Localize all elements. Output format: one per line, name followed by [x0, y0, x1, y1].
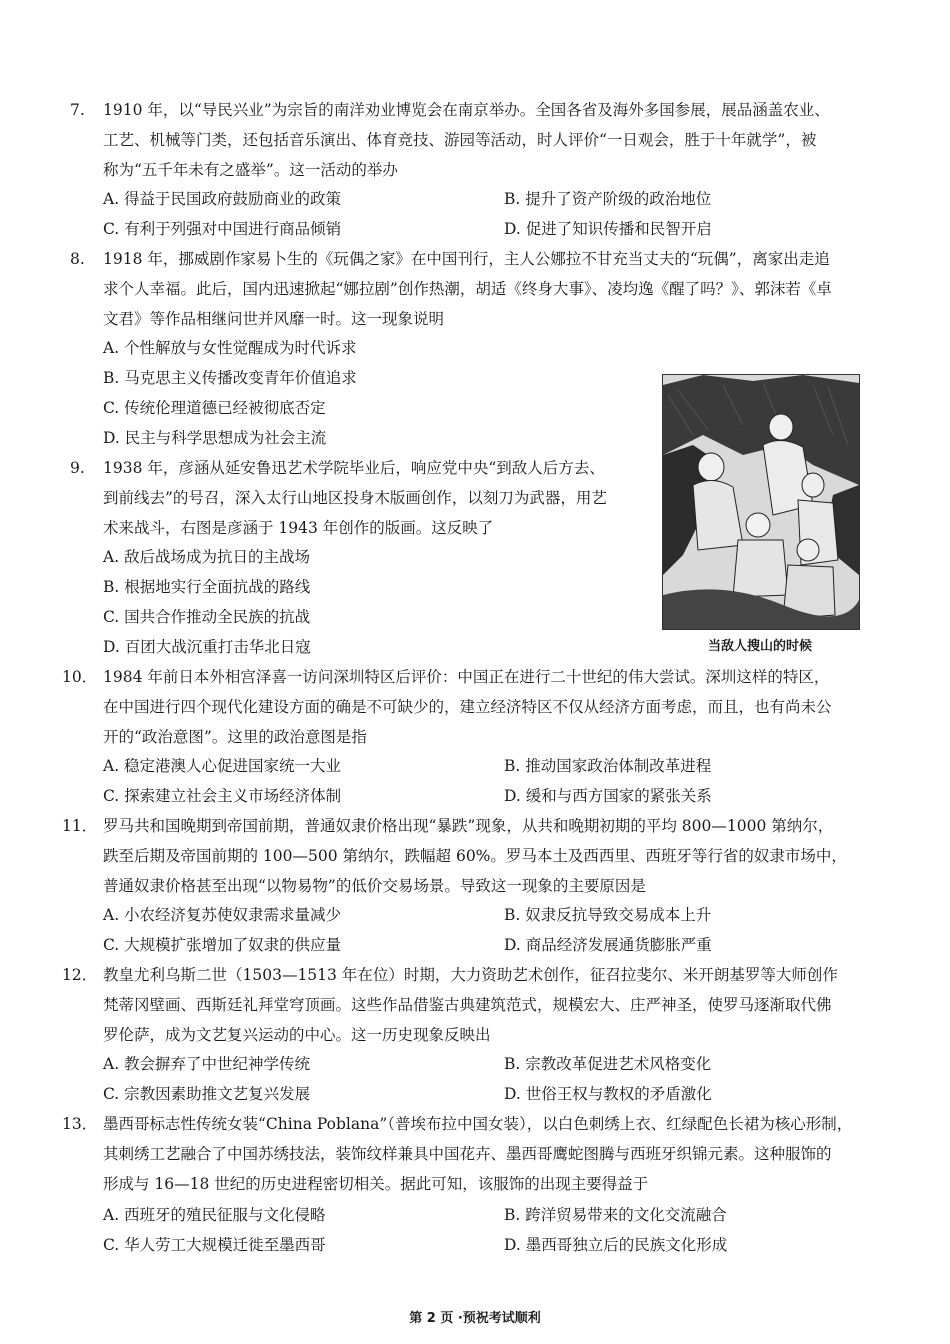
question-9-option-d: D. 百团大战沉重打击华北日寇	[103, 638, 311, 656]
question-9-option-a: A. 敌后战场成为抗日的主战场	[103, 548, 311, 566]
question-10-stem-line-2: 在中国进行四个现代化建设方面的确是不可缺少的，建立经济特区不仅从经济方面考虑，而且，也有尚未公	[103, 698, 832, 716]
question-7-option-c: C. 有利于列强对中国进行商品倾销	[103, 220, 342, 238]
question-7-option-a: A. 得益于民国政府鼓励商业的政策	[103, 190, 342, 208]
question-8-number: 8.	[70, 250, 85, 268]
question-11-option-d: D. 商品经济发展通货膨胀严重	[504, 936, 712, 954]
question-8-option-c: C. 传统伦理道德已经被彻底否定	[103, 399, 326, 417]
question-13-number: 13．	[62, 1115, 98, 1133]
question-13-option-d: D. 墨西哥独立后的民族文化形成	[504, 1236, 728, 1254]
question-10-option-b: B. 推动国家政治体制改革进程	[504, 757, 712, 775]
question-13-option-b: B. 跨洋贸易带来的文化交流融合	[504, 1206, 727, 1224]
question-11-option-a: A. 小农经济复苏使奴隶需求量减少	[103, 906, 342, 924]
question-9-option-c: C. 国共合作推动全民族的抗战	[103, 608, 311, 626]
question-12-stem-line-1: 教皇尤利乌斯二世（1503—1513 年在位）时期，大力资助艺术创作，征召拉斐尔、米开朗基罗等大师创作	[103, 966, 838, 984]
question-9-stem-line-3: 术来战斗，右图是彦涵于 1943 年创作的版画。这反映了	[103, 519, 494, 537]
question-8-option-d: D. 民主与科学思想成为社会主流	[103, 429, 327, 447]
question-12-stem-line-2: 梵蒂冈壁画、西斯廷礼拜堂穹顶画。这些作品借鉴古典建筑范式，规模宏大、庄严神圣，使罗马逐渐取代佛	[103, 996, 832, 1014]
question-9-option-b: B. 根据地实行全面抗战的路线	[103, 578, 311, 596]
question-13-stem-line-2: 其刺绣工艺融合了中国苏绣技法，装饰纹样兼具中国花卉、墨西哥鹰蛇图腾与西班牙织锦元素。这种服饰的	[103, 1145, 832, 1163]
question-7-number: 7.	[70, 101, 85, 119]
question-11-stem-line-3: 普通奴隶价格甚至出现“以物易物”的低价交易场景。导致这一现象的主要原因是	[103, 877, 646, 895]
question-8-stem-line-3: 文君》等作品相继问世并风靡一时。这一现象说明	[103, 310, 445, 328]
question-11-stem-line-2: 跌至后期及帝国前期的 100—500 第纳尔，跌幅超 60%。罗马本土及西西里、西班牙等行省的奴隶市场中，	[103, 847, 847, 865]
question-9-number: 9.	[70, 459, 85, 477]
page-footer: 第 2 页 ·预祝考试顺利	[409, 1311, 541, 1326]
question-13-option-a: A. 西班牙的殖民征服与文化侵略	[103, 1206, 326, 1224]
question-12-stem-line-3: 罗伦萨，成为文艺复兴运动的中心。这一历史现象反映出	[103, 1026, 491, 1044]
question-7-option-b: B. 提升了资产阶级的政治地位	[504, 190, 712, 208]
question-13-stem-line-3: 形成与 16—18 世纪的历史进程密切相关。据此可知，该服饰的出现主要得益于	[103, 1175, 649, 1193]
question-8-stem-line-1: 1918 年，挪威剧作家易卜生的《玩偶之家》在中国刊行，主人公娜拉不甘充当丈夫的“玩偶”，离家出走追	[103, 250, 830, 268]
question-10-option-a: A. 稳定港澳人心促进国家统一大业	[103, 757, 342, 775]
question-10-stem-line-3: 开的“政治意图”。这里的政治意图是指	[103, 728, 367, 746]
question-9-stem-line-1: 1938 年，彦涵从延安鲁迅艺术学院毕业后，响应党中央“到敌人后方去、	[103, 459, 605, 477]
question-7-stem-line-1: 1910 年，以“导民兴业”为宗旨的南洋劝业博览会在南京举办。全国各省及海外多国参展，展品涵盖农业、	[103, 101, 830, 119]
question-10-option-d: D. 缓和与西方国家的紧张关系	[504, 787, 712, 805]
question-13-stem-line-1: 墨西哥标志性传统女装“China Poblana”（普埃布拉中国女装），以白色刺绣上衣、红绿配色长裙为核心形制，	[103, 1115, 853, 1133]
question-10-stem-line-1: 1984 年前日本外相宫泽喜一访问深圳特区后评价：中国正在进行二十世纪的伟大尝试。深圳这样的特区，	[103, 668, 830, 686]
question-9-stem-line-2: 到前线去”的号召，深入太行山地区投身木版画创作，以刻刀为武器，用艺	[103, 489, 607, 507]
question-8-option-b: B. 马克思主义传播改变青年价值追求	[103, 369, 357, 387]
question-7-stem-line-2: 工艺、机械等门类，还包括音乐演出、体育竞技、游园等活动，时人评价“一日观会，胜于十年就学”，被	[103, 131, 817, 149]
question-11-stem-line-1: 罗马共和国晚期到帝国前期，普通奴隶价格出现“暴跌”现象，从共和晚期初期的平均 800—1000 第纳尔，	[103, 817, 834, 835]
question-12-option-b: B. 宗教改革促进艺术风格变化	[504, 1055, 712, 1073]
question-10-option-c: C. 探索建立社会主义市场经济体制	[103, 787, 342, 805]
question-13-option-c: C. 华人劳工大规模迁徙至墨西哥	[103, 1236, 326, 1254]
question-11-option-b: B. 奴隶反抗导致交易成本上升	[504, 906, 712, 924]
figure-caption: 当敌人搜山的时候	[707, 639, 812, 654]
question-11-option-c: C. 大规模扩张增加了奴隶的供应量	[103, 936, 342, 954]
question-7-option-d: D. 促进了知识传播和民智开启	[504, 220, 712, 238]
question-12-option-d: D. 世俗王权与教权的矛盾激化	[504, 1085, 712, 1103]
question-12-option-c: C. 宗教因素助推文艺复兴发展	[103, 1085, 311, 1103]
question-12-option-a: A. 教会摒弃了中世纪神学传统	[103, 1055, 311, 1073]
woodcut-print-image	[662, 374, 860, 630]
question-7-stem-line-3: 称为“五千年未有之盛举”。这一活动的举办	[103, 161, 398, 179]
question-10-number: 10．	[62, 668, 98, 686]
question-11-number: 11．	[62, 817, 98, 835]
question-8-option-a: A. 个性解放与女性觉醒成为时代诉求	[103, 339, 357, 357]
question-12-number: 12．	[62, 966, 98, 984]
question-8-stem-line-2: 求个人幸福。此后，国内迅速掀起“娜拉剧”创作热潮，胡适《终身大事》、凌均逸《醒了吗？》、郭沫若《卓	[103, 280, 832, 298]
